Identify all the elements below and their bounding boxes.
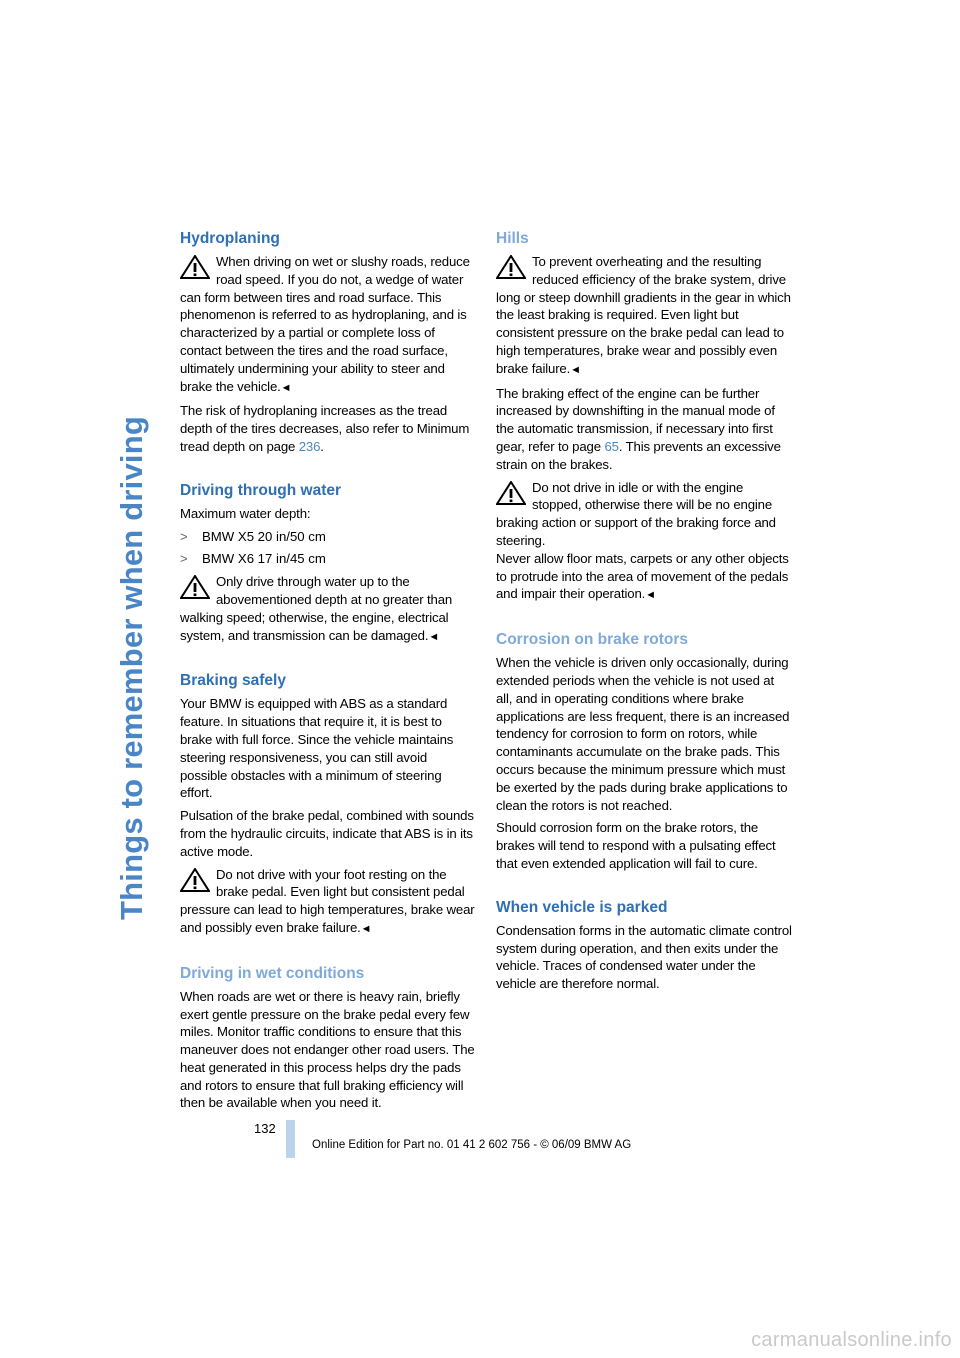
water-depth-intro: Maximum water depth: xyxy=(180,505,311,521)
warning-triangle-icon xyxy=(496,255,532,283)
list-item: > BMW X5 20 in/50 cm xyxy=(180,528,326,544)
chapter-title-text: Things to remember when driving xyxy=(114,415,149,920)
left-column xyxy=(180,229,476,1117)
right-column xyxy=(496,229,792,998)
braking-pulsation-text: Pulsation of the brake pedal, combined with sounds from the hydraulic circuits, indicate that ABS is in its active mode. xyxy=(180,808,474,859)
section-corrosion-title: Corrosion on brake rotors xyxy=(496,631,689,649)
bullet-marker: > xyxy=(180,551,188,567)
hills-warning: To prevent overheating and the resulting reduced efficiency of the brake system, drive long or steep downhill gradients in the gear in which the least braking is required. Even light but consistent pressure on the brake pedal can lead to high temperatures, brake wear and possibly even brake failure.◄ xyxy=(496,254,791,376)
wet-conditions-text: When roads are wet or there is heavy rain, briefly exert gentle pressure on the brake pedal every few miles. Monitor traffic conditions to ensure that this maneuver does not endanger other road users. The heat generated in this process helps dry the pads and rotors to ensure that full braking efficiency will then be available when you need it. xyxy=(180,988,475,1111)
corrosion-text-2: Should corrosion form on the brake rotors, the brakes will tend to respond with a pulsating effect that even extended application will fail to cure. xyxy=(496,820,776,871)
end-mark: ◄ xyxy=(570,363,581,376)
end-mark: ◄ xyxy=(360,922,372,935)
page-link-236[interactable]: 236 xyxy=(298,438,321,454)
section-hills-title: Hills xyxy=(496,230,529,247)
chapter-title xyxy=(108,230,156,1105)
hydroplaning-warning: When driving on wet or slushy roads, reduce road speed. If you do not, a wedge of water can form between tires and road surface. This phenomenon is referred to as hydroplaning, and is characterized by a partial or complete loss of contact between the tires and the road surface, ultimately undermining your ability to steer and brake the vehicle.◄ xyxy=(180,254,470,394)
page-number: 132 xyxy=(254,1121,276,1136)
warning-triangle-icon xyxy=(180,868,216,896)
end-mark: ◄ xyxy=(280,381,292,394)
section-wet-conditions-title: Driving in wet conditions xyxy=(180,964,365,982)
hydroplaning-risk-text: The risk of hydroplaning increases as the tread depth of the tires decreases, also refer to Minimum tread depth on page 236. xyxy=(180,403,470,454)
water-warning: Only drive through water up to the abovementioned depth at no greater than walking speed; otherwise, the engine, electrical system, and transmission can be damaged.◄ xyxy=(180,574,453,643)
section-parked-title: When vehicle is parked xyxy=(496,898,668,916)
water-depth-list xyxy=(180,528,476,569)
section-driving-through-water-title: Driving through water xyxy=(180,481,342,499)
end-mark: ◄ xyxy=(428,630,440,643)
watermark-text: carmanualsonline.info xyxy=(751,1329,952,1351)
warning-triangle-icon xyxy=(496,481,532,509)
idle-warning: Do not drive in idle or with the engine stopped, otherwise there will be no engine braking action or support of the braking force and steering. Never allow floor mats, carpets or any other objects to protrude into the area of movement of the pedals and impair their operation.◄ xyxy=(496,479,789,602)
list-item: > BMW X6 17 in/45 cm xyxy=(180,551,326,567)
warning-triangle-icon xyxy=(180,575,216,603)
page-link-65[interactable]: 65 xyxy=(604,438,619,454)
parked-text: Condensation forms in the automatic climate control system during operation, and then exits under the vehicle. Traces of condensed water under the vehicle are therefore normal. xyxy=(496,922,792,992)
section-braking-safely-title: Braking safely xyxy=(180,672,286,690)
hills-engine-braking-text: The braking effect of the engine can be further increased by downshifting in the manual mode of the automatic transmission, if necessary into first gear, refer to page 65. This prevents an excessive strain on the brakes. xyxy=(496,385,781,472)
end-mark: ◄ xyxy=(645,589,656,602)
corrosion-text-1: When the vehicle is driven only occasionally, during extended periods when the vehicle is not used at all, and in operating conditions where brake applications are less frequent, there is an increased tendency for corrosion to form on rotors, while contaminants accumulate on the brake pads. This occurs because the minimum pressure which must be exerted by the pads during brake applications to clean the rotors is not reached. xyxy=(496,655,790,813)
footer-accent-bar xyxy=(286,1120,295,1158)
warning-triangle-icon xyxy=(180,255,216,283)
footer-edition-text: Online Edition for Part no. 01 41 2 602 756 - © 06/09 BMW AG xyxy=(312,1139,632,1151)
brake-pedal-warning: Do not drive with your foot resting on the brake pedal. Even light but consistent pedal pressure can lead to high temperatures, brake wear and possibly even brake failure.◄ xyxy=(180,866,475,935)
bullet-marker: > xyxy=(180,528,188,544)
section-hydroplaning-title: Hydroplaning xyxy=(180,230,280,247)
braking-abs-text: Your BMW is equipped with ABS as a standard feature. In situations that require it, it is best to brake with full force. Since the vehicle maintains steering responsiveness, you can still avoid possible obstacles with a minimum of steering effort. xyxy=(180,696,454,801)
